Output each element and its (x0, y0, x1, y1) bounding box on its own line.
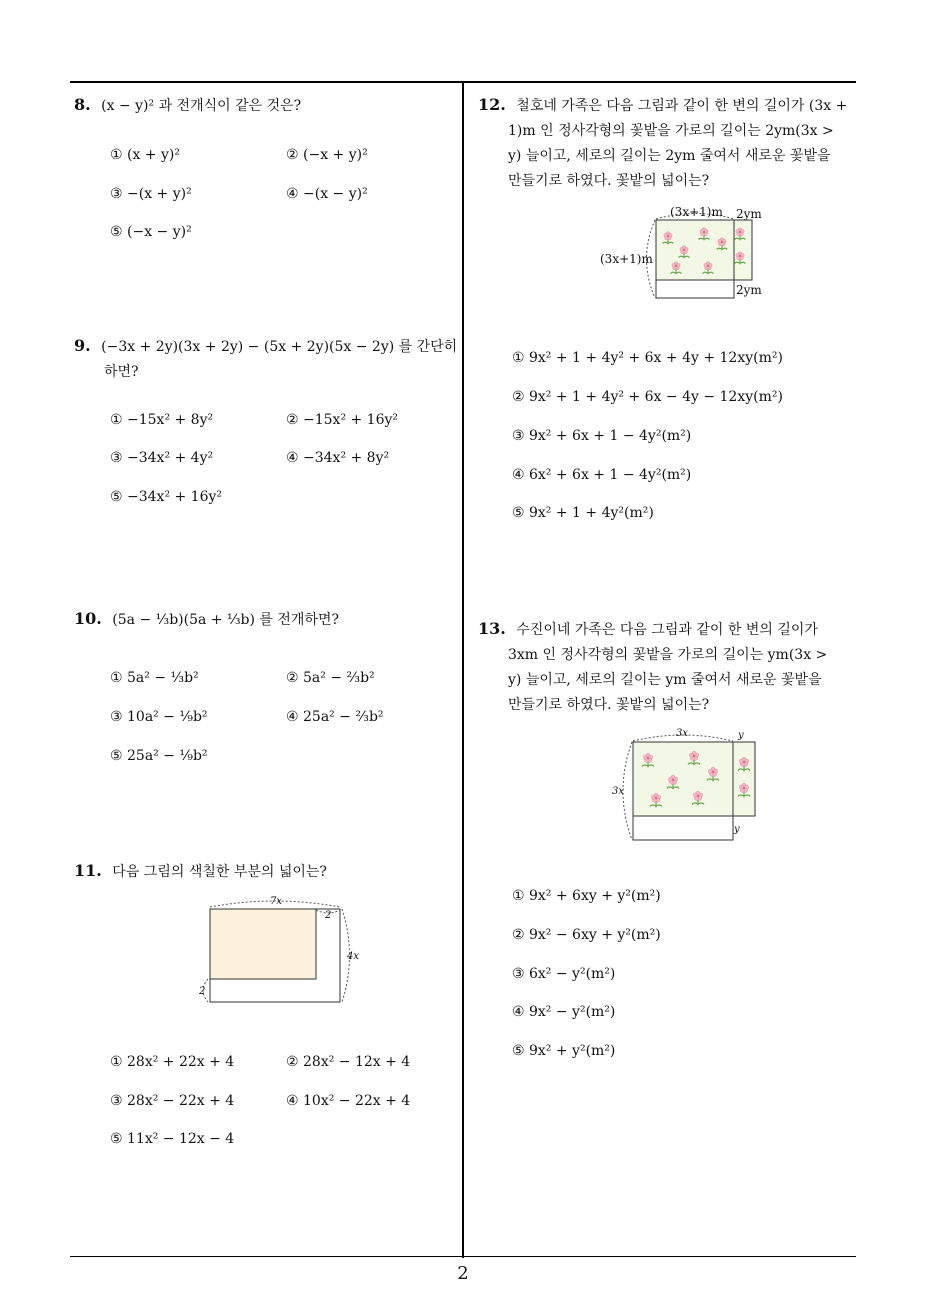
question-number: 11. (74, 861, 102, 880)
option-4[interactable]: ④ 10x² − 22x + 4 (286, 1093, 411, 1109)
bottom-right-label: y (734, 824, 740, 835)
inner-label: 2 (325, 910, 332, 921)
top-label: 3x (676, 728, 689, 739)
column-divider (462, 81, 464, 1258)
q12-figure (598, 204, 778, 304)
question-text-line-4: 만들기로 하였다. 꽃밭의 넓이는? (508, 697, 710, 713)
question-number: 13. (478, 619, 506, 638)
top-right-label: y (738, 730, 744, 741)
question-text: (x − y)² 과 전개식이 같은 것은? (101, 98, 302, 114)
option-2[interactable]: ② −15x² + 16y² (286, 412, 399, 428)
option-3[interactable]: ③ 6x² − y²(m²) (512, 966, 616, 982)
question-text: (−3x + 2y)(3x + 2y) − (5x + 2y)(5x − 2y) 를 간단히 (101, 339, 458, 355)
option-1[interactable]: ① 9x² + 6xy + y²(m²) (512, 888, 661, 904)
option-1[interactable]: ① (x + y)² (110, 147, 180, 163)
question-text-line-2: 3xm 인 정사각형의 꽃밭을 가로의 길이는 ym(3x > (508, 647, 828, 663)
option-4[interactable]: ④ −(x − y)² (286, 186, 368, 202)
question-text-line-4: 만들기로 하였다. 꽃밭의 넓이는? (508, 173, 710, 189)
question-text-line-1: 철호네 가족은 다음 그림과 같이 한 변의 길이가 (3x + (516, 98, 848, 114)
top-right-label: 2ym (736, 207, 762, 221)
option-5[interactable]: ⑤ 11x² − 12x − 4 (110, 1131, 235, 1147)
option-2[interactable]: ② (−x + y)² (286, 147, 368, 163)
option-3[interactable]: ③ 28x² − 22x + 4 (110, 1093, 235, 1109)
question-8 (74, 92, 454, 119)
question-number: 10. (74, 609, 102, 628)
question-text: 다음 그림의 색칠한 부분의 넓이는? (112, 864, 327, 880)
question-number: 9. (74, 336, 91, 355)
option-1[interactable]: ① −15x² + 8y² (110, 412, 214, 428)
question-text: (5a − ⅓b)(5a + ⅓b) 를 전개하면? (112, 612, 340, 628)
option-4[interactable]: ④ 6x² + 6x + 1 − 4y²(m²) (512, 467, 692, 483)
option-4[interactable]: ④ −34x² + 8y² (286, 450, 390, 466)
bottom-rule (70, 1256, 856, 1257)
right-strip (734, 220, 752, 280)
option-4[interactable]: ④ 25a² − ⅔b² (286, 709, 384, 725)
question-number: 8. (74, 95, 91, 114)
question-text-line-2: 1)m 인 정사각형의 꽃밭을 가로의 길이는 2ym(3x > (508, 123, 834, 139)
option-5[interactable]: ⑤ 9x² + 1 + 4y²(m²) (512, 505, 654, 521)
question-11 (74, 858, 459, 885)
left-label: 3x (612, 786, 625, 797)
top-label: 7x (270, 896, 283, 907)
right-strip (733, 742, 755, 816)
question-13 (478, 616, 863, 718)
option-3[interactable]: ③ −34x² + 4y² (110, 450, 214, 466)
q13-figure (608, 724, 778, 846)
option-2[interactable]: ② 28x² − 12x + 4 (286, 1054, 411, 1070)
question-text-line-1: 수진이네 가족은 다음 그림과 같이 한 변의 길이가 (516, 622, 818, 638)
right-label: 4x (347, 951, 360, 962)
option-5[interactable]: ⑤ 9x² + y²(m²) (512, 1043, 616, 1059)
q11-figure (195, 893, 370, 1011)
left-label: 2 (199, 986, 206, 997)
option-1[interactable]: ① 5a² − ⅓b² (110, 670, 199, 686)
option-2[interactable]: ② 9x² + 1 + 4y² + 6x − 4y − 12xy(m²) (512, 389, 783, 405)
bottom-strip (633, 816, 733, 840)
option-1[interactable]: ① 28x² + 22x + 4 (110, 1054, 235, 1070)
option-3[interactable]: ③ −(x + y)² (110, 186, 192, 202)
question-text-line-3: y) 늘이고, 세로의 길이는 2ym 줄여서 새로운 꽃밭을 (508, 148, 831, 164)
question-text-line-3: y) 늘이고, 세로의 길이는 ym 줄여서 새로운 꽃밭을 (508, 672, 822, 688)
option-5[interactable]: ⑤ −34x² + 16y² (110, 489, 223, 505)
question-12 (478, 92, 863, 194)
option-2[interactable]: ② 5a² − ⅔b² (286, 670, 375, 686)
option-5[interactable]: ⑤ (−x − y)² (110, 224, 192, 240)
left-label: (3x+1)m (600, 252, 653, 266)
page-number: 2 (457, 1263, 469, 1284)
question-number: 12. (478, 95, 506, 114)
option-1[interactable]: ① 9x² + 1 + 4y² + 6x + 4y + 12xy(m²) (512, 350, 783, 366)
option-3[interactable]: ③ 9x² + 6x + 1 − 4y²(m²) (512, 428, 692, 444)
option-4[interactable]: ④ 9x² − y²(m²) (512, 1004, 616, 1020)
question-10 (74, 606, 459, 633)
question-text-cont: 하면? (104, 364, 139, 380)
question-9 (74, 333, 459, 385)
top-label: (3x+1)m (670, 205, 723, 219)
shaded-region (210, 909, 316, 979)
bottom-right-label: 2ym (736, 283, 762, 297)
left-brace (623, 742, 632, 840)
option-3[interactable]: ③ 10a² − ⅑b² (110, 709, 208, 725)
option-5[interactable]: ⑤ 25a² − ⅑b² (110, 748, 208, 764)
bottom-strip (656, 280, 734, 298)
option-2[interactable]: ② 9x² − 6xy + y²(m²) (512, 927, 661, 943)
